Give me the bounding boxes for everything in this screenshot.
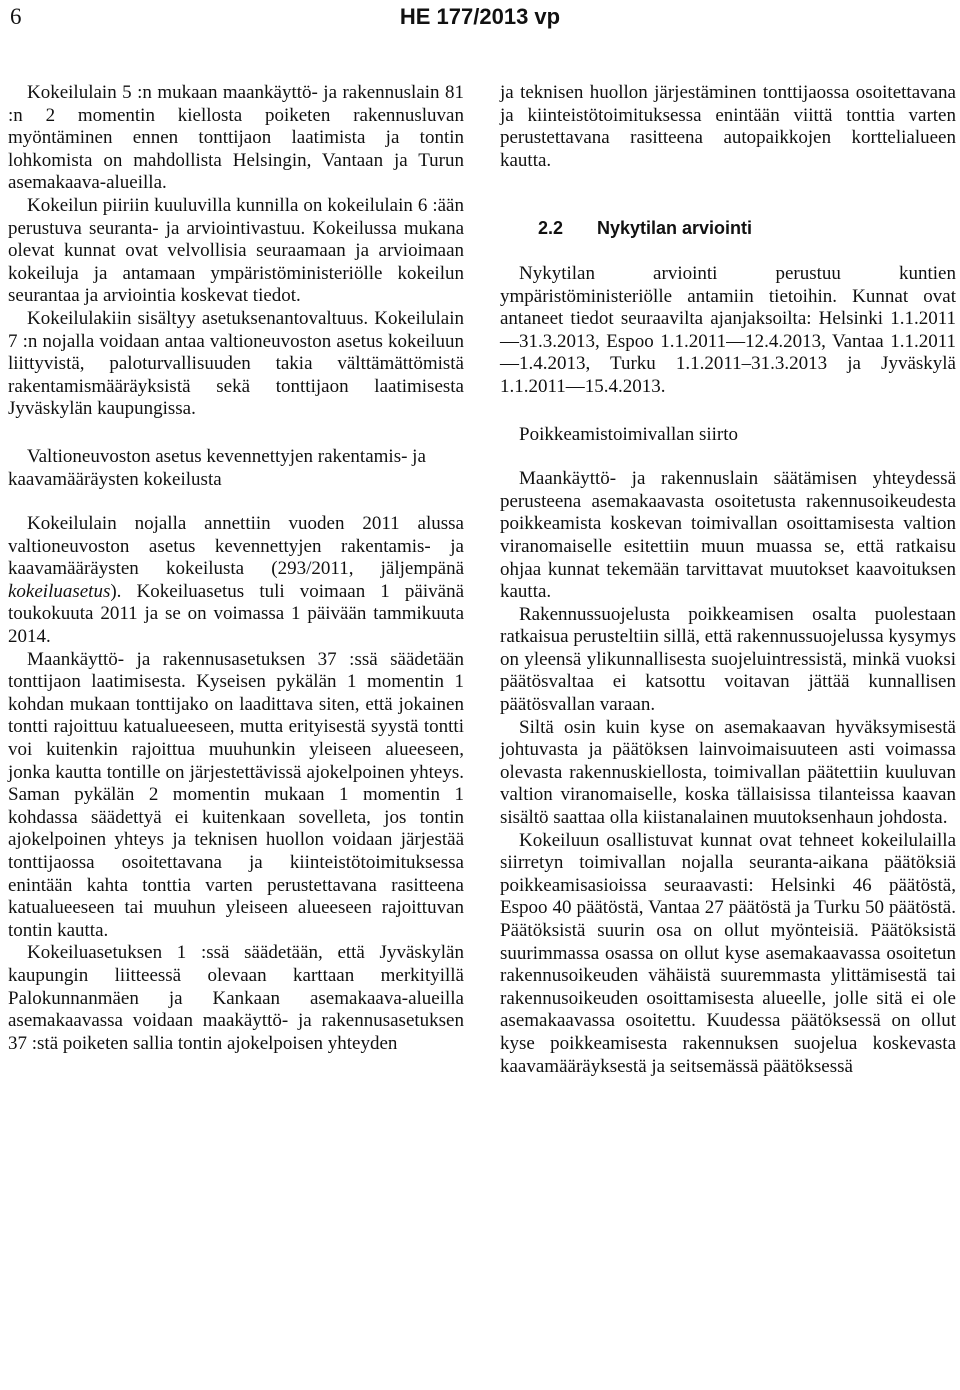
paragraph [8, 513, 464, 649]
paragraph: Kokeiluasetuksen 1 :ssä säädetään, että Jyväskylän kaupungin liitteessä olevaan karttaan merkityillä Palokunnanmäen ja Kankaan asemakaava-alueilla asemakaavassa voidaan maakäyttö- ja rakennusasetuksen 37 :stä poiketen sallia tontin ajokelpoisen yhteyden [8, 942, 464, 1054]
paragraph: Siltä osin kuin kyse on asemakaavan hyväksymisestä johtuvasta ja päätöksen lainvoimaisuuteen asti voimassa olevasta rakennuskiellosta, toimivallan päätettiin kuuluvan valtion viranomaiselle, koska tällaisissa tilanteissa kaavan sisältö saattaa olla kiistanalainen muutoksenhaun johdosta. [500, 716, 956, 829]
section-title: Nykytilan arviointi [597, 218, 753, 239]
section-subheading: Poikkeamistoimivallan siirto [519, 423, 739, 445]
paragraph: ja teknisen huollon järjestäminen tonttijaossa osoitettavana ja kiinteistötoimituksessa enintään viittä tonttia varten perustettavana rasitteena autopaikkojen korttelialueen kautta. [500, 82, 956, 171]
left-column [8, 82, 464, 1055]
paragraph: Kokeiluun osallistuvat kunnat ovat tehneet kokeilulailla siirretyn toimivallan nojalla seuranta-aikana päätöksiä poikkeamisasioissa seuraavasti: Helsinki 46 päätöstä, Espoo 40 päätöstä, Vantaa 27 päätöstä ja Turku 50 päätöstä. Päätöksistä suurin osa on ollut myönteisiä. Päätöksistä suurimmassa osassa on ollut kyse asemakaavassa osoitetun rakennusoikeuden vähäistä suuremmasta ylittämisestä tai rakennusoikeuden osoittamisesta alueelle, jolle sitä ei ole asemakaavassa osoitettu. Kuudessa päätöksessä on ollut kyse poikkeamisesta rakennuksen suojelua koskevasta kaavamääräyksestä ja seitsemässä päätöksessä [500, 829, 956, 1077]
page-number: 6 [10, 4, 22, 29]
document-id: HE 177/2013 vp [399, 4, 561, 29]
paragraph-text: ). Kokeiluasetus tuli voimaan 1 päivänä toukokuuta 2011 ja se on voimassa 1 päivään tammikuuta 2014. [8, 580, 464, 648]
page-header [0, 0, 960, 40]
paragraph: Kokeilun piiriin kuuluvilla kunnilla on kokeilulain 6 :ään perustuva seuranta- ja arviointivastuu. Kokeilussa mukana olevat kunnat ovat velvollisia seuraamaan ja arvioimaan kokeiluja ja antamaan ympäristöministeriölle kokeilun seurantaa ja arviointia koskevat tiedot. [8, 194, 464, 307]
paragraph: Kokeilulain 5 :n mukaan maankäyttö- ja rakennuslain 81 :n 2 momentin kiellosta poiketen rakennusluvan myöntäminen ennen tonttijaon laatimista ja tontin lohkomista on mahdollista Helsingin, Vantaan ja Turun asemakaava-alueilla. [8, 82, 464, 194]
paragraph: Rakennussuojelusta poikkeamisen osalta puolestaan ratkaisua perusteltiin sillä, että rakennussuojelussa kysymys on yleensä ylikunnallisesta suojeluintressistä, minkä vuoksi päätösvaltaa ei katsottu voitavan jättää kunnallisen päätösvallan varaan. [500, 603, 956, 716]
right-column [500, 82, 956, 1078]
paragraph: Maankäyttö- ja rakennuslain säätämisen yhteydessä perusteena asemakaavasta osoitetusta rakennusoikeudesta poikkeamista koskevan toimivallan osoittamisesta valtion viranomaiselle esitettiin muun muassa se, että ratkaisu ohjaa kunnat tekemään tarvittavat muutokset kaavoituksen kautta. [500, 468, 956, 603]
paragraph: Nykytilan arviointi perustuu kuntien ympäristöministeriölle antamiin tietoihin. Kunnat ovat antaneet tiedot seuraavilta ajanjaksoilta: Helsinki 1.1.2011—31.3.2013, Espoo 1.1.2011—12.4.2013, Vantaa 1.1.2011—1.4.2013, Turku 1.1.2011–31.3.2013 ja Jyväskylä 1.1.2011—15.4.2013. [500, 262, 956, 397]
paragraph-text: Kokeilulain nojalla annettiin vuoden 2011 alussa valtioneuvoston asetus kevennettyjen rakentamis- ja kaavamääräysten kokeilusta (293/2011, jäljempänä [8, 513, 464, 580]
paragraph: Kokeilulakiin sisältyy asetuksenantovaltuus. Kokeilulain 7 :n nojalla voidaan antaa valtioneuvoston asetus kokeiluun liittyvistä, paloturvallisuuden takia välttämättömistä rakentamismääräyksistä sekä tonttijaon laatimisesta Jyväskylän kaupungissa. [8, 307, 464, 420]
section-number: 2.2 [538, 218, 564, 239]
paragraph: Maankäyttö- ja rakennusasetuksen 37 :ssä säädetään tonttijaon laatimisesta. Kyseisen pykälän 1 momentin 1 kohdan mukaan tonttijako on laadittava siten, että jokainen tontti rajoittuu katualueeseen, mutta erityisestä syystä tontti voi kuitenkin rajoittua muuhunkin yleiseen alueeseen, jonka kautta tontille on järjestettävissä ajokelpoinen yhteys. Saman pykälän 2 momentin mukaan 1 momentin 1 kohdassa säädettyä ei kuitenkaan sovelleta, jos tontin ajokelpoinen yhteys ja teknisen huollon voidaan järjestää tonttijaossa osoitettavana ja kiinteistötoimituksessa enintään kahta tonttia varten perustettavana rasitteena katualueeseen tai muuhun yleiseen alueeseen rajoittuvan tontin kautta. [8, 648, 464, 941]
defined-term: kokeiluasetus [8, 580, 111, 602]
section-subheading: Valtioneuvoston asetus kevennettyjen rakentamis- ja kaavamääräysten kokeilusta [8, 445, 426, 490]
section-heading [500, 217, 956, 241]
